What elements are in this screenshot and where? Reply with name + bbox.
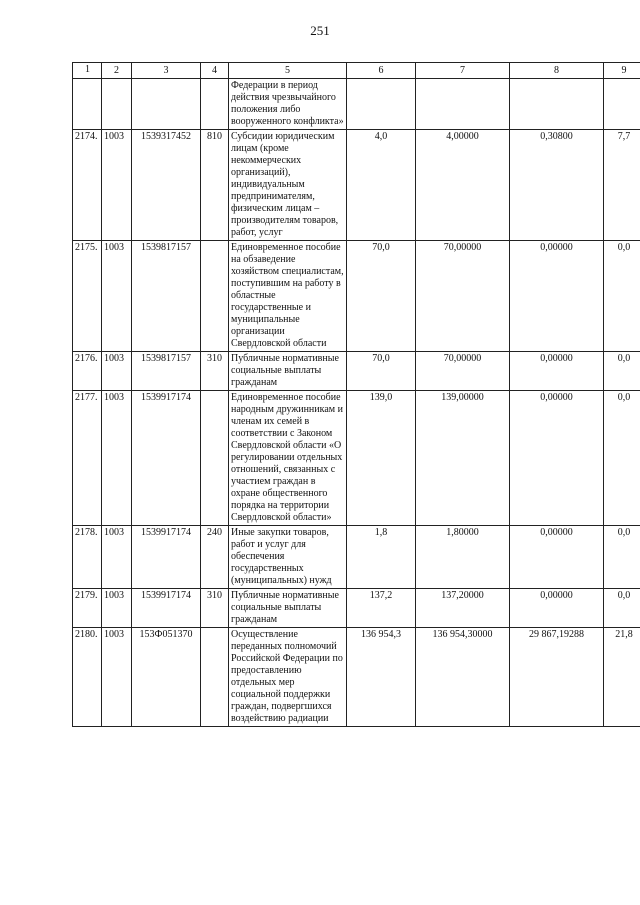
approved-amount: 139,00000: [416, 391, 510, 526]
expense-type-code: 310: [201, 352, 229, 391]
column-header: 4: [201, 63, 229, 79]
column-header: 2: [102, 63, 132, 79]
item-name: Иные закупки товаров, работ и услуг для обеспечения государственных (муниципальных) нужд: [229, 526, 347, 589]
target-article-code: 1539917174: [132, 526, 201, 589]
column-header: 9: [604, 63, 640, 79]
table-row: [73, 130, 640, 241]
planned-amount: 137,2: [347, 589, 416, 628]
row-number: 2177.: [73, 391, 102, 526]
table-row: [73, 241, 640, 352]
target-article-code: 1539317452: [132, 130, 201, 241]
row-number: [73, 79, 102, 130]
execution-percent: 0,0: [604, 391, 640, 526]
planned-amount: 70,0: [347, 241, 416, 352]
target-article-code: [132, 79, 201, 130]
expense-type-code: 240: [201, 526, 229, 589]
column-header: 1: [73, 63, 102, 79]
column-header: 7: [416, 63, 510, 79]
column-header: 5: [229, 63, 347, 79]
item-name: Осуществление переданных полномочий Российской Федерации по предоставлению отдельных мер социальной поддержки граждан, подвергшихся воздействию радиации: [229, 628, 347, 727]
approved-amount: 70,00000: [416, 352, 510, 391]
approved-amount: 137,20000: [416, 589, 510, 628]
table-row: [73, 391, 640, 526]
target-article-code: 1539817157: [132, 241, 201, 352]
expense-type-code: 810: [201, 130, 229, 241]
column-header: 3: [132, 63, 201, 79]
expense-type-code: 310: [201, 589, 229, 628]
approved-amount: [416, 79, 510, 130]
row-number: 2176.: [73, 352, 102, 391]
approved-amount: 1,80000: [416, 526, 510, 589]
column-header: 6: [347, 63, 416, 79]
section-code: 1003: [102, 130, 132, 241]
column-header: 8: [510, 63, 604, 79]
executed-amount: 0,00000: [510, 526, 604, 589]
table-body: [73, 79, 640, 727]
row-number: 2178.: [73, 526, 102, 589]
executed-amount: [510, 79, 604, 130]
item-name: Субсидии юридическим лицам (кроме некоммерческих организаций), индивидуальным предпринимателям, физическим лицам – производителям товаров, работ, услуг: [229, 130, 347, 241]
table-row: [73, 352, 640, 391]
row-number: 2175.: [73, 241, 102, 352]
table-row: [73, 79, 640, 130]
planned-amount: 139,0: [347, 391, 416, 526]
row-number: 2179.: [73, 589, 102, 628]
execution-percent: [604, 79, 640, 130]
executed-amount: 0,00000: [510, 589, 604, 628]
execution-percent: 0,0: [604, 589, 640, 628]
planned-amount: 1,8: [347, 526, 416, 589]
expense-type-code: [201, 628, 229, 727]
table-row: [73, 628, 640, 727]
executed-amount: 0,00000: [510, 391, 604, 526]
planned-amount: 4,0: [347, 130, 416, 241]
item-name: Единовременное пособие народным дружинникам и членам их семей в соответствии с Законом Свердловской области «О регулировании отдельных отношений, связанных с участием граждан в охране общественного порядка на территории Свердловской области»: [229, 391, 347, 526]
section-code: 1003: [102, 391, 132, 526]
target-article-code: 1539917174: [132, 589, 201, 628]
item-name: Федерации в период действия чрезвычайного положения либо вооруженного конфликта»: [229, 79, 347, 130]
execution-percent: 0,0: [604, 526, 640, 589]
executed-amount: 29 867,19288: [510, 628, 604, 727]
executed-amount: 0,30800: [510, 130, 604, 241]
table-row: [73, 526, 640, 589]
section-code: 1003: [102, 241, 132, 352]
item-name: Публичные нормативные социальные выплаты гражданам: [229, 352, 347, 391]
expense-type-code: [201, 391, 229, 526]
expense-type-code: [201, 241, 229, 352]
executed-amount: 0,00000: [510, 241, 604, 352]
execution-percent: 0,0: [604, 241, 640, 352]
item-name: Единовременное пособие на обзаведение хозяйством специалистам, поступившим на работу в областные государственные и муниципальные организации Свердловской области: [229, 241, 347, 352]
row-number: 2180.: [73, 628, 102, 727]
section-code: 1003: [102, 352, 132, 391]
approved-amount: 136 954,30000: [416, 628, 510, 727]
section-code: [102, 79, 132, 130]
planned-amount: [347, 79, 416, 130]
execution-percent: 21,8: [604, 628, 640, 727]
approved-amount: 70,00000: [416, 241, 510, 352]
executed-amount: 0,00000: [510, 352, 604, 391]
budget-table: [72, 62, 640, 727]
planned-amount: 70,0: [347, 352, 416, 391]
target-article-code: 1539917174: [132, 391, 201, 526]
page-number: 251: [310, 23, 330, 38]
target-article-code: 1539817157: [132, 352, 201, 391]
section-code: 1003: [102, 628, 132, 727]
expense-type-code: [201, 79, 229, 130]
item-name: Публичные нормативные социальные выплаты гражданам: [229, 589, 347, 628]
header-row: [73, 63, 640, 79]
row-number: 2174.: [73, 130, 102, 241]
approved-amount: 4,00000: [416, 130, 510, 241]
planned-amount: 136 954,3: [347, 628, 416, 727]
execution-percent: 7,7: [604, 130, 640, 241]
table-row: [73, 589, 640, 628]
section-code: 1003: [102, 589, 132, 628]
section-code: 1003: [102, 526, 132, 589]
execution-percent: 0,0: [604, 352, 640, 391]
target-article-code: 153Ф051370: [132, 628, 201, 727]
